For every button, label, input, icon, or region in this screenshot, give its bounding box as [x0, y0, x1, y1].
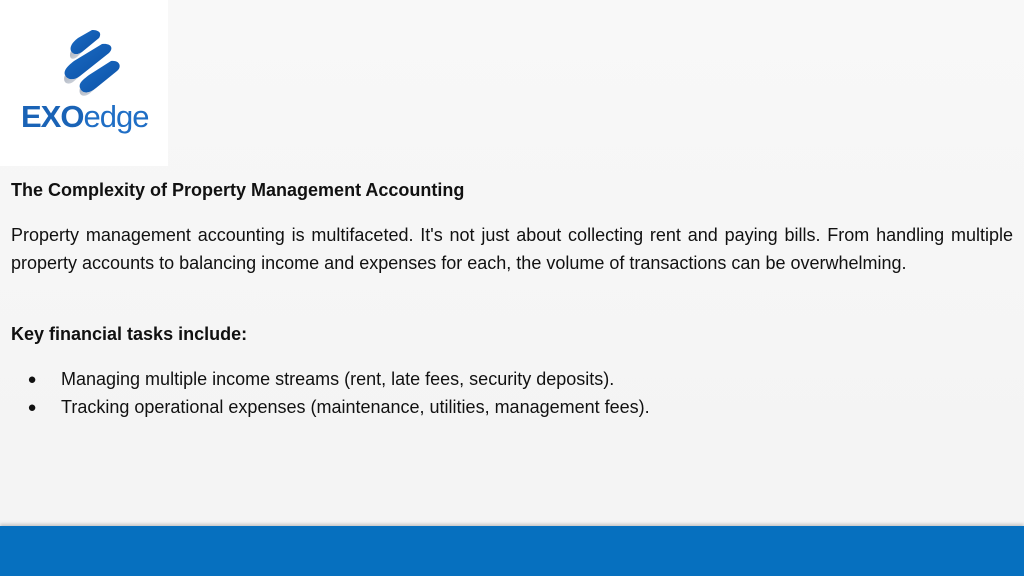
bullet-icon: ● [27, 371, 37, 388]
logo-edge-text: edge [83, 99, 149, 134]
list-item-operational-expenses [11, 394, 991, 422]
list-item-income-streams [11, 366, 991, 394]
stacked-blue-stripes-logo-icon [47, 28, 121, 98]
list-item-text: Tracking operational expenses (maintenance, utilities, management fees). [61, 396, 650, 417]
key-tasks-heading: Key financial tasks include: [11, 324, 248, 344]
slide-title: The Complexity of Property Management Accounting [11, 180, 465, 200]
bullet-icon: ● [27, 398, 37, 416]
logo-panel [0, 0, 168, 166]
intro-paragraph: Property management accounting is multifaceted. It's not just about collecting rent and paying bills. From handling multiple property accounts to balancing income and expenses for each, the volume of transactions can be overwhelming. [11, 225, 1013, 273]
logo-exo-text: EXO [21, 99, 84, 134]
financial-tasks-list [11, 366, 991, 421]
footer-band [0, 526, 1024, 576]
list-item-text: Managing multiple income streams (rent, late fees, security deposits). [61, 369, 615, 389]
exoedge-logo-text [21, 99, 148, 135]
